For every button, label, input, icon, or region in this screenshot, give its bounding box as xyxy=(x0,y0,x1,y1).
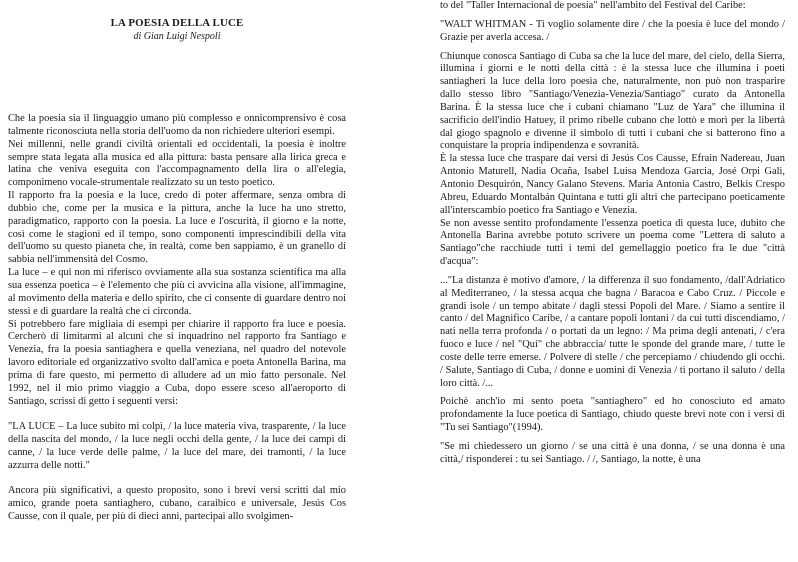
poem-quote: ..."La distanza è motivo d'amore, / la differenza il suo fondamento, /dall'Adriatico al Mediterraneo, / la stessa acqua che bagna / Baracoa e Cabo Cruz. / Piccole e grandi isole / un tempo abitate / dagli stessi Popoli del Mare. / Siamo a sentire il canto / del Magnifico Caribe, / a cantare popoli lontani / da cui tutti discendiamo, / nati nella terra profonda / o portati da un legno: / Ma prima degli antenati, / c'era fuoco e luce / nel "Qui" che abbraccia/ tutte le sponde del grande mare, / tutte le coste delle terre emerse. / Polvere di stelle / che percepiamo / chiudendo gli occhi. / Salute, Santiago di Cuba, / donne e uomini di Venezia / ti portano il saluto / della loro città. /... xyxy=(440,274,785,389)
paragraph: Chiunque conosca Santiago di Cuba sa che la luce del mare, del cielo, della Sierra, illumina i giorni e le notti della città : è la stessa luce che illumina i poeti santiagheri la luce della loro poesia che, naturalmente, non può non trasparire dallo stesso libro "Santiago/Venezia-Venezia/Santiago" curato da Antonella Barina. È la stessa luce che i cubani chiamano "Luz de Yara" che illumina il sacrificio dell'indio Hatuey, il primo ribelle cubano che lottò e morì per la libertà dal giogo spagnolo e divenne il simbolo di tutti i cubani che si batterono fino a conquistare la propria indipendenza e sovranità. xyxy=(440,50,785,152)
poem-quote: "LA LUCE – La luce subito mi colpì, / la luce materia viva, trasparente, / la luce della nascita del mondo, / la luce negli occhi della gente, / la luce dei campi di canne, / la luce verde delle palme, / la luce del mare, dei tramonti, / la luce azzurra delle notti." xyxy=(8,421,346,471)
left-column xyxy=(8,113,346,524)
right-page xyxy=(440,0,785,562)
article-author: di Gian Luigi Nespoli xyxy=(133,31,221,42)
paragraph: Il rapporto fra la poesia e la luce, credo di poter affermare, senza ombra di dubbio che, come per la musica e la pittura, anche la luce ha uno stretto, paradigmatico, rapporto con la poesia. La luce e l'oscurità, il giorno e la notte, così come le stagioni ed il tempo, sono componenti imprescindibili della vita dell'uomo su questo pianeta che, in realtà, come ben sappiamo, è un granello di sabbia nell'immensità del Cosmo. xyxy=(8,190,346,266)
paragraph: Poichè anch'io mi sento poeta "santiaghero" ed ho conosciuto ed amato profondamente la luce poetica di Santiago, chiudo queste brevi note con i versi di "Tu sei Santiago"(1994). xyxy=(440,396,785,434)
paragraph: Che la poesia sia il linguaggio umano più complesso e onnicomprensivo è cosa talmente riconosciuta nella storia dell'uomo da non richiedere ulteriori esempi. xyxy=(8,113,346,137)
paragraph: È la stessa luce che traspare dai versi di Jesús Cos Causse, Efrain Nadereau, Juan Antonio Maturell, Nadia Ocaña, Isabel Luisa Mendoza Garcia, José Orpi Gali, Antonio Desquirón, Nancy Galano Stevens. Maria Antonia Castro, Belkis Crespo Abreu, Eduardo Montalbán Quintana e tutti gli altri che partecipano poeticamente all'interscambio poetico fra Santiago e Venezia. xyxy=(440,153,785,216)
paragraph: Nei millenni, nelle grandi civiltà orientali ed occidentali, la poesia è inoltre sempre stata legata alla musica ed alla pittura: basta pensare alla lirica greca e latina che veniva eseguita con l'accompagnamento della lira o all'elegia, componimeno vocale-strumentale realizzato su un testo poetico. xyxy=(8,138,346,189)
poem-quote: "WALT WHITMAN - Ti voglio solamente dire / che la poesia è luce del mondo / Grazie per averla accesa. / xyxy=(440,18,785,43)
article-title: LA POESIA DELLA LUCE xyxy=(110,17,244,29)
paragraph: to del "Taller Internacional de poesía" nell'ambito del Festival del Caribe: xyxy=(440,0,746,11)
paragraph: La luce – e qui non mi riferisco ovviamente alla sua sostanza scientifica ma alla sua essenza poetica – è l'elemento che più ci avvicina alla visione, all'immagine, al movimento della materia e dello spirito, che ci consente di guardare dentro noi stessi e di guardare la realtà che ci circonda. xyxy=(8,267,346,317)
paragraph: Si potrebbero fare migliaia di esempi per chiarire il rapporto fra luce e poesia. Cercherò di limitarmi al alcuni che si inquadrino nel rapporto fra Santiago e Venezia, fra la poesia santiaghera e quella veneziana, nel quadro del notevole lavoro editoriale ed organizzativo svolto dall'amica e poeta Antonella Barina, ma prima di fare questo, mi permetto di alludere ad un mio fatto personale. Nel 1992, nel il mio primo viaggio a Cuba, dopo essere sceso all'aeroporto di Santiago, scrissi di getto i seguenti versi: xyxy=(8,318,346,407)
paragraph: Ancora più significativi, a questo proposito, sono i brevi versi scritti dal mio amico, grande poeta santiaghero, cubano, caraibico e universale, Jesús Cos Causse, con il quale, per più di dieci anni, partecipai allo svolgimen- xyxy=(8,485,346,523)
paragraph: Se non avesse sentito profondamente l'essenza poetica di questa luce, dubito che Antonella Barina avrebbe potuto scrivere un poema come "Lettera di saluto a Santiago"che racchiude tutti i temi del gemellaggio poetico fra le due "città d'acqua": xyxy=(440,217,785,268)
poem-quote: "Se mi chiedessero un giorno / se una città è una donna, / se una donna è una città,/ risponderei : tu sei Santiago. / /, Santiago, la notte, è una xyxy=(440,441,785,465)
right-column xyxy=(440,0,785,467)
